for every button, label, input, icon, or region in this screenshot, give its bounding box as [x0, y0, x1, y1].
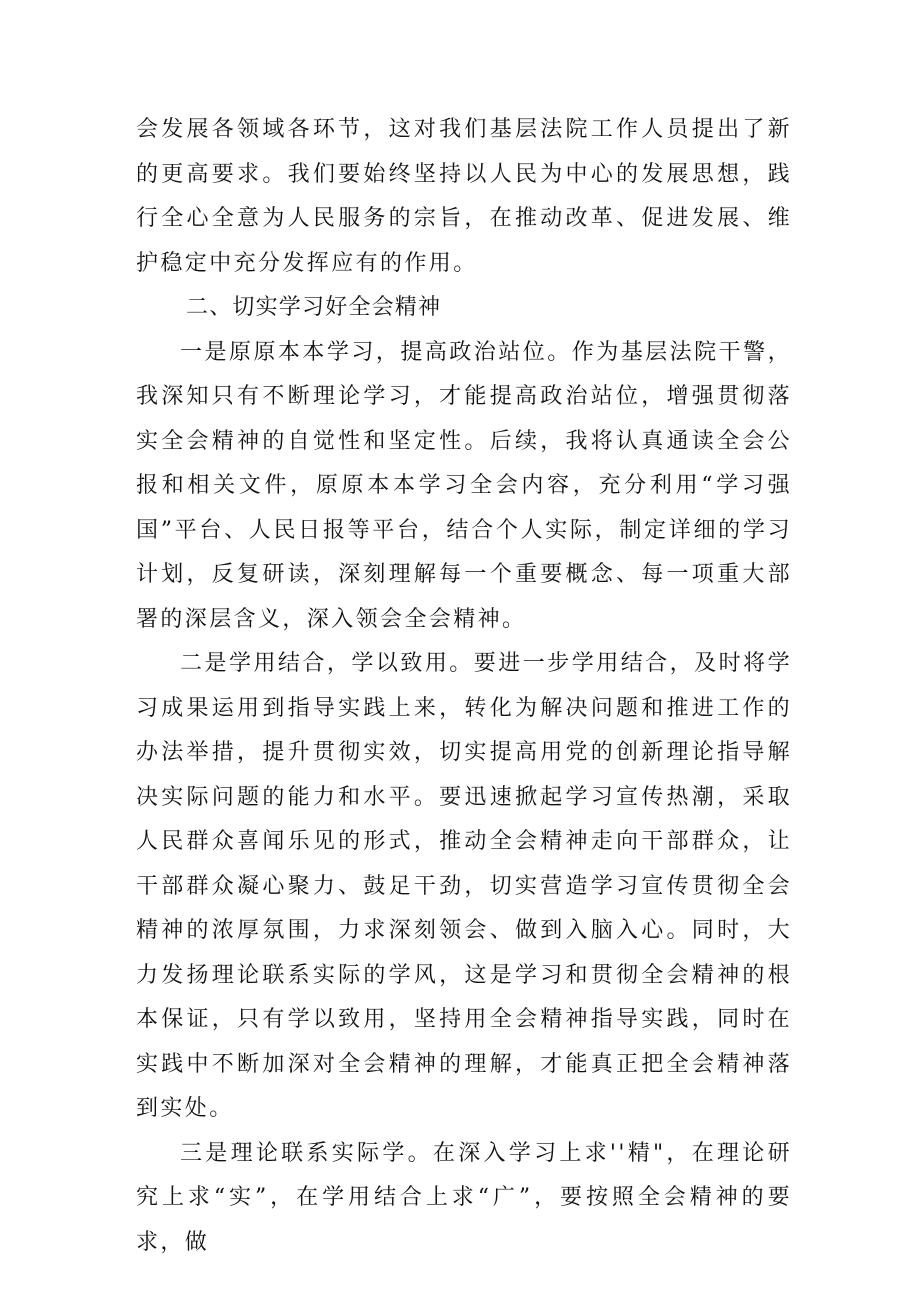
item-text-1: 作为基层法院干警，我深知只有不断理论学习，才能提高政治站位，增强贯彻落实全会精神的自觉性和坚定性。后续，我将认真通读全会公报和相关文件，原原本本学习全会内容，充分利用“学习强国”平台、人民日报等平台，结合个人实际，制定详细的学习计划，反复研读，深刻理解每一个重要概念、每一项重大部署的深层含义，深入领会全会精神。 [136, 339, 792, 632]
item-paragraph-3 [136, 1132, 792, 1266]
item-text-3: 在深入学习上求''精"，在理论研究上求“实”，在学用结合上求“广”，要按照全会精神的要求，做 [136, 1140, 792, 1255]
section-heading: 二、切实学习好全会精神 [186, 295, 442, 320]
item-lead-2: 二是学用结合，学以致用。 [180, 651, 474, 676]
paragraph-continued: 会发展各领域各环节，这对我们基层法院工作人员提出了新的更高要求。我们要始终坚持以人民为中心的发展思想，践行全心全意为人民服务的宗旨，在推动改革、促进发展、维护稳定中充分发挥应有的作用。 [136, 117, 792, 276]
document-page [136, 108, 792, 1265]
item-lead-1: 一是原原本本学习，提高政治站位。 [180, 339, 572, 365]
item-text-2: 要进一步学用结合，及时将学习成果运用到指导实践上来，转化为解决问题和推进工作的办法举措，提升贯彻实效，切实提高用党的创新理论指导解决实际问题的能力和水平。要迅速掀起学习宣传热潮，采取人民群众喜闻乐见的形式，推动全会精神走向干部群众，让干部群众凝心聚力、鼓足干劲，切实营造学习宣传贯彻全会精神的浓厚氛围，力求深刻领会、做到入脑入心。同时，大力发扬理论联系实际的学风，这是学习和贯彻全会精神的根本保证，只有学以致用，坚持用全会精神指导实践，同时在实践中不断加深对全会精神的理解，才能真正把全会精神落到实处。 [136, 651, 792, 1121]
item-paragraph-2 [136, 642, 792, 1132]
item-lead-3: 三是理论联系实际学。 [180, 1140, 433, 1166]
item-paragraph-1 [136, 331, 792, 643]
